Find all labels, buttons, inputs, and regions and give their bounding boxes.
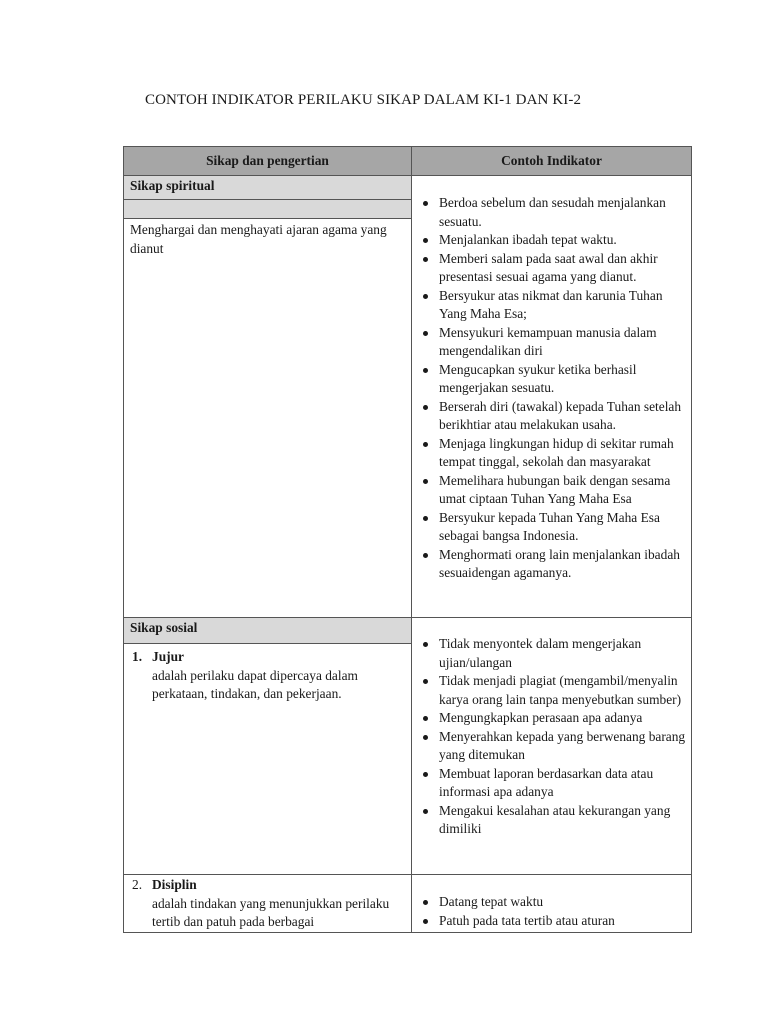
document-title: CONTOH INDIKATOR PERILAKU SIKAP DALAM KI-1 DAN KI-2 [145, 92, 582, 108]
list-item: Berdoa sebelum dan sesudah menjalankan sesuatu. [412, 194, 687, 231]
list-item: Membuat laporan berdasarkan data atau informasi apa adanya [412, 765, 687, 802]
indicator-table [123, 146, 692, 933]
list-item: Mengungkapkan perasaan apa adanya [412, 709, 687, 728]
jujur-left-cell [124, 618, 412, 875]
list-item: Datang tepat waktu [412, 893, 687, 912]
list-item: Memberi salam pada saat awal dan akhir presentasi sesuai agama yang dianut. [412, 250, 687, 287]
table-row-jujur [124, 618, 692, 875]
spiritual-definition: Menghargai dan menghayati ajaran agama yang dianut [130, 222, 387, 256]
list-item: Menyerahkan kepada yang berwenang barang yang ditemukan [412, 728, 687, 765]
disiplin-title [124, 876, 411, 895]
disiplin-definition: adalah tindakan yang menunjukkan perilaku tertib dan patuh pada berbagai [152, 895, 390, 929]
jujur-title [124, 648, 411, 667]
header-sikap: Sikap dan pengertian [124, 147, 412, 176]
list-item: Menghormati orang lain menjalankan ibadah sesuaidengan agamanya. [412, 546, 687, 583]
list-item: Tidak menyontek dalam mengerjakan ujian/ulangan [412, 635, 687, 672]
list-item: Memelihara hubungan baik dengan sesama umat ciptaan Tuhan Yang Maha Esa [412, 472, 687, 509]
list-item: Mengakui kesalahan atau kekurangan yang dimiliki [412, 802, 687, 839]
disiplin-indicator-list [412, 893, 691, 930]
sosial-heading: Sikap sosial [124, 618, 411, 644]
list-item: Bersyukur kepada Tuhan Yang Maha Esa sebagai bangsa Indonesia. [412, 509, 687, 546]
jujur-right-cell [412, 618, 692, 875]
spiritual-blank-bar [124, 200, 411, 219]
disiplin-number: 2. [132, 877, 143, 892]
spiritual-left-cell [124, 176, 412, 618]
spiritual-heading: Sikap spiritual [124, 176, 411, 200]
list-item: Mengucapkan syukur ketika berhasil mengerjakan sesuatu. [412, 361, 687, 398]
list-item: Patuh pada tata tertib atau aturan [412, 912, 687, 931]
table-row-disiplin [124, 875, 692, 933]
table-header-row [124, 147, 692, 176]
list-item: Menjaga lingkungan hidup di sekitar rumah tempat tinggal, sekolah dan masyarakat [412, 435, 687, 472]
table-row-spiritual [124, 176, 692, 618]
spiritual-indicator-list [412, 194, 691, 583]
list-item: Menjalankan ibadah tepat waktu. [412, 231, 687, 250]
list-item: Mensyukuri kemampuan manusia dalam mengendalikan diri [412, 324, 687, 361]
jujur-name: Jujur [152, 649, 184, 664]
jujur-definition: adalah perilaku dapat dipercaya dalam perkataan, tindakan, dan pekerjaan. [152, 667, 358, 701]
list-item: Bersyukur atas nikmat dan karunia Tuhan Yang Maha Esa; [412, 287, 687, 324]
header-indikator: Contoh Indikator [412, 147, 692, 176]
disiplin-right-cell [412, 875, 692, 933]
disiplin-left-cell [124, 875, 412, 933]
jujur-number: 1. [132, 649, 143, 664]
spiritual-right-cell [412, 176, 692, 618]
disiplin-name: Disiplin [152, 877, 197, 892]
list-item: Berserah diri (tawakal) kepada Tuhan setelah berikhtiar atau melakukan usaha. [412, 398, 687, 435]
list-item: Tidak menjadi plagiat (mengambil/menyalin karya orang lain tanpa menyebutkan sumber) [412, 672, 687, 709]
jujur-indicator-list [412, 635, 691, 839]
